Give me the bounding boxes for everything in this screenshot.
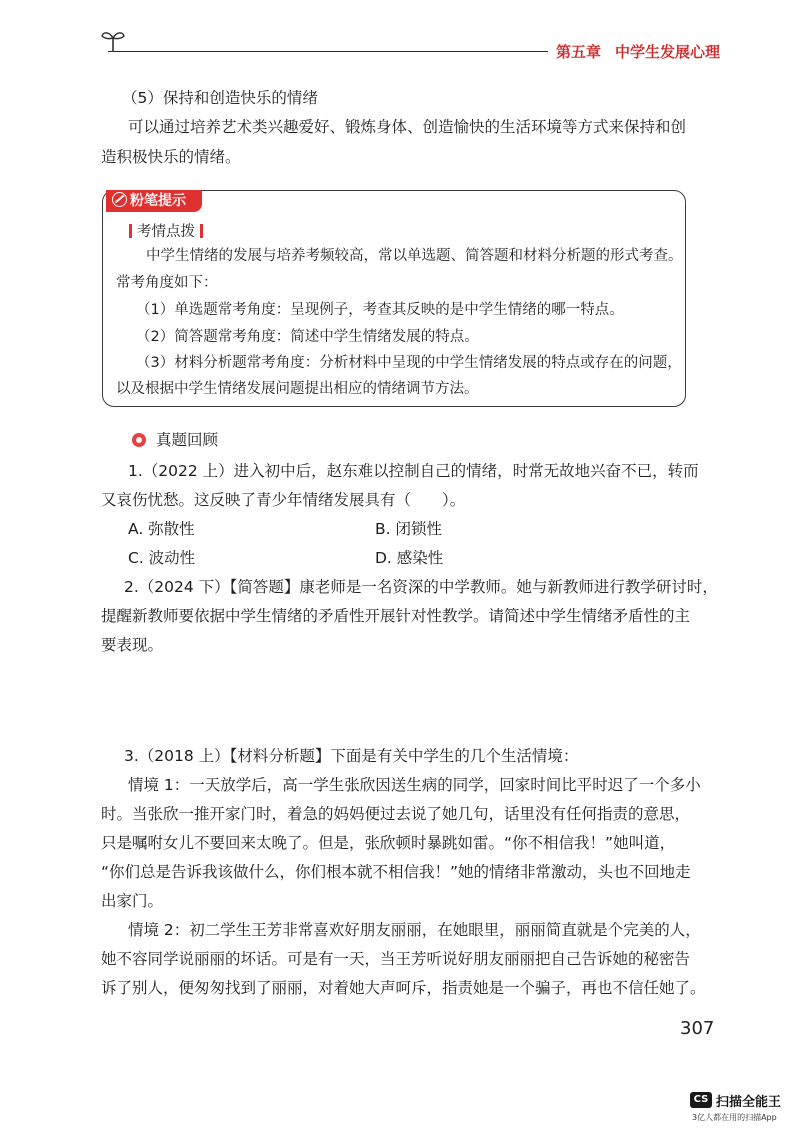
red-bar-left xyxy=(129,224,132,238)
scanner-tagline: 3亿人都在用的扫描App xyxy=(692,1113,777,1122)
tip-item: （1）单选题常考角度：呈现例子，考查其反映的是中学生情绪的哪一特点。 xyxy=(136,302,624,318)
scanner-watermark xyxy=(690,1092,800,1132)
scenario-1-cont: 出家门。 xyxy=(101,892,164,910)
paragraph: 造积极快乐的情绪。 xyxy=(101,148,241,166)
tip-item: （2）简答题常考角度：简述中学生情绪发展的特点。 xyxy=(136,329,479,345)
question-2-cont: 提醒新教师要依据中学生情绪的矛盾性开展针对性教学。请简述中学生情绪矛盾性的主 xyxy=(101,607,691,625)
scenario-1: 情境 1：一天放学后，高一学生张欣因送生病的同学，回家时间比平时迟了一个多小 xyxy=(128,776,701,794)
option-c: C. 波动性 xyxy=(128,549,196,567)
scenario-1-cont: 时。当张欣一推开家门时，着急的妈妈便过去说了她几句，话里没有任何指责的意思， xyxy=(101,805,691,823)
option-d: D. 感染性 xyxy=(375,549,444,567)
tip-tab xyxy=(106,190,202,212)
sun-icon xyxy=(132,433,146,447)
tip-tab-label: 粉笔提示 xyxy=(130,193,186,209)
question-3: 3.（2018 上）【材料分析题】下面是有关中学生的几个生活情境： xyxy=(124,747,579,765)
paragraph: 可以通过培养艺术类兴趣爱好、锻炼身体、创造愉快的生活环境等方式来保持和创 xyxy=(128,118,687,136)
chapter-label: 第五章 xyxy=(556,43,602,61)
question-2-cont: 要表现。 xyxy=(101,636,164,654)
chapter-title: 中学生发展心理 xyxy=(615,43,721,61)
scenario-2-cont: 她不容同学说丽丽的坏话。可是有一天，当王芳听说好朋友丽丽把自己告诉她的秘密告 xyxy=(101,950,691,968)
option-b: B. 闭锁性 xyxy=(375,520,442,538)
review-heading: 真题回顾 xyxy=(156,431,219,449)
tip-subhead: 考情点拨 xyxy=(124,222,208,242)
sprout-icon xyxy=(100,28,126,52)
header-rule xyxy=(108,51,548,52)
question-2: 2.（2024 下）【简答题】康老师是一名资深的中学教师。她与新教师进行教学研讨时， xyxy=(124,578,718,596)
tip-item: 以及根据中学生情绪发展问题提出相应的情绪调节方法。 xyxy=(116,381,479,397)
scenario-1-cont: “你们总是告诉我该做什么，你们根本就不相信我！”她的情绪非常激动，头也不回地走 xyxy=(101,863,691,881)
scanner-name: 扫描全能王 xyxy=(716,1095,782,1110)
page-number: 307 xyxy=(680,1018,715,1039)
red-bar-right xyxy=(200,224,203,238)
running-header xyxy=(556,41,720,62)
scenario-1-cont: 只是嘱咐女儿不要回来太晚了。但是，张欣顿时暴跳如雷。“你不相信我！”她叫道， xyxy=(101,834,676,852)
question-1: 1.（2022 上）进入初中后，赵东难以控制自己的情绪，时常无故地兴奋不已，转而 xyxy=(128,462,699,480)
tip-item: （3）材料分析题常考角度：分析材料中呈现的中学生情绪发展的特点或存在的问题， xyxy=(136,355,682,371)
scanner-badge: CS xyxy=(690,1092,712,1108)
option-a: A. 弥散性 xyxy=(128,520,195,538)
question-1-cont: 又哀伤忧愁。这反映了青少年情绪发展具有（ ）。 xyxy=(101,491,466,509)
scenario-2: 情境 2：初二学生王芳非常喜欢好朋友丽丽，在她眼里，丽丽简直就是个完美的人， xyxy=(128,921,701,939)
section-heading: （5）保持和创造快乐的情绪 xyxy=(122,89,318,107)
chalk-icon xyxy=(112,192,127,207)
scenario-2-cont: 诉了别人，便匆匆找到了丽丽，对着她大声呵斥，指责她是一个骗子，再也不信任她了。 xyxy=(101,979,706,997)
tip-paragraph: 中学生情绪的发展与培养考频较高，常以单选题、简答题和材料分析题的形式考查。 xyxy=(146,248,683,264)
tip-paragraph: 常考角度如下： xyxy=(116,275,218,291)
